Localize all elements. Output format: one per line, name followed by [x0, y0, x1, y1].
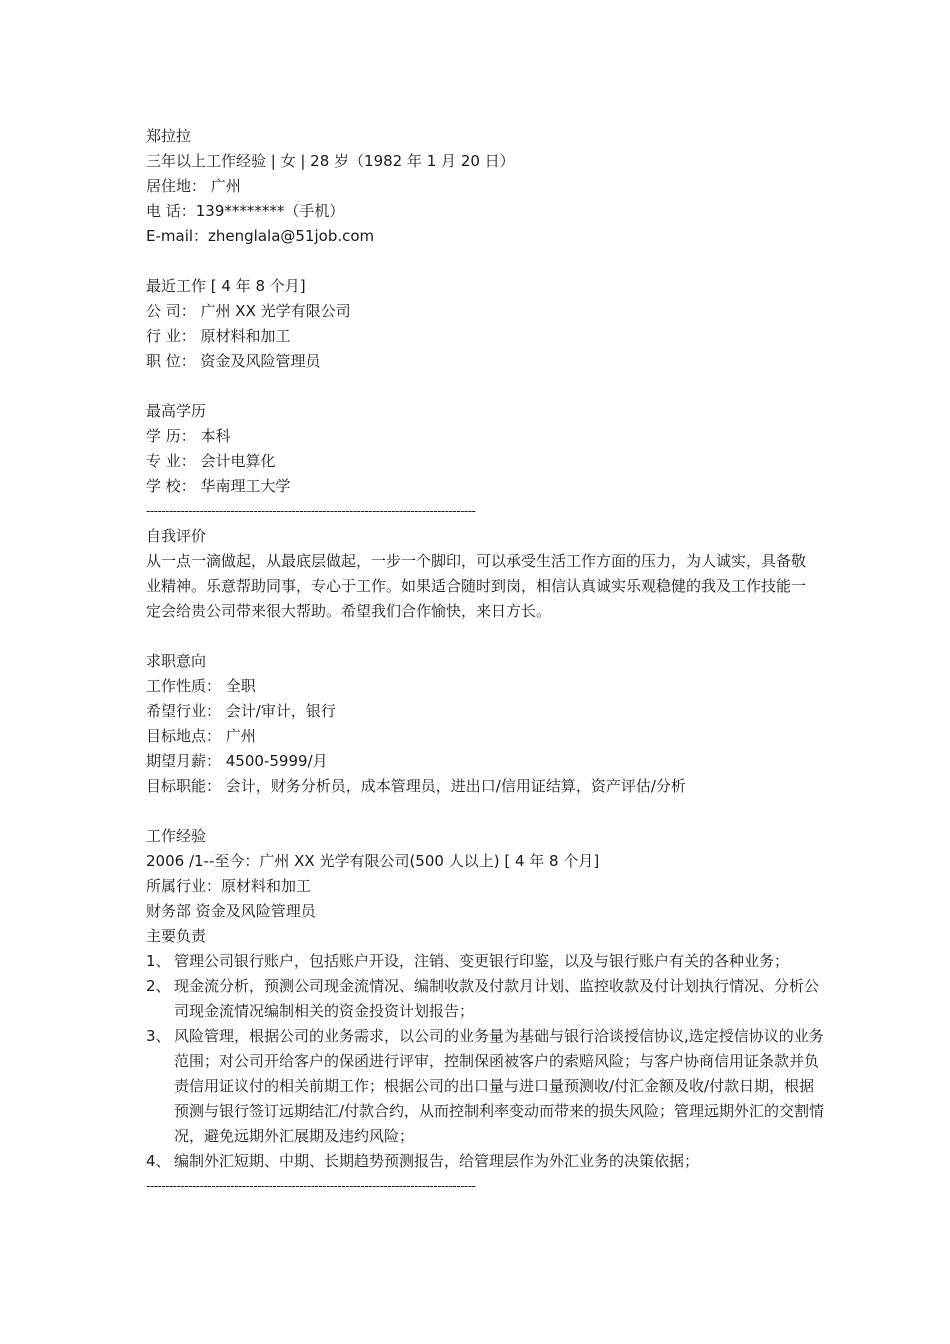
- self-eval-heading: 自我评价: [146, 527, 207, 545]
- spacer: [146, 799, 836, 824]
- duty-item: [146, 949, 828, 974]
- recent-job-heading: 最近工作 [ 4 年 8 个月]: [146, 277, 306, 295]
- email: E-mail：zhenglala@51job.com: [146, 227, 375, 245]
- intent-function: 目标职能： 会计，财务分析员，成本管理员，进出口/信用证结算，资产评估/分析: [146, 777, 686, 795]
- recent-job-company: 公 司： 广州 XX 光学有限公司: [146, 302, 351, 320]
- self-eval-text: 从一点一滴做起，从最底层做起，一步一个脚印，可以承受生活工作方面的压力，为人诚实，具备敬业精神。乐意帮助同事，专心于工作。如果适合随时到岗，相信认真诚实乐观稳健的我及工作技能一定会给贵公司带来很大帮助。希望我们合作愉快，来日方长。: [146, 552, 807, 620]
- divider-line: --------------------------------------------------------------------------------------: [146, 1179, 476, 1193]
- duty-number: 4、: [146, 1152, 171, 1170]
- education-heading: 最高学历: [146, 402, 207, 420]
- duties-heading: 主要负责: [146, 927, 207, 945]
- experience-dept: 财务部 资金及风险管理员: [146, 902, 316, 920]
- duty-number: 3、: [146, 1027, 171, 1045]
- phone: 电 话：139********（手机）: [146, 202, 345, 220]
- intent-industry: 希望行业： 会计/审计，银行: [146, 702, 336, 720]
- duty-item: [146, 1149, 828, 1174]
- duty-text: 管理公司银行账户，包括账户开设，注销、变更银行印鉴，以及与银行账户有关的各种业务；: [174, 952, 790, 970]
- candidate-summary: 三年以上工作经验 | 女 | 28 岁（1982 年 1 月 20 日）: [146, 152, 515, 170]
- duty-text: 编制外汇短期、中期、长期趋势预测报告，给管理层作为外汇业务的决策依据；: [174, 1152, 700, 1170]
- spacer: [146, 624, 836, 649]
- duty-number: 1、: [146, 952, 171, 970]
- intent-nature: 工作性质： 全职: [146, 677, 256, 695]
- spacer: [146, 374, 836, 399]
- candidate-name: 郑拉拉: [146, 127, 192, 145]
- divider-line: --------------------------------------------------------------------------------------: [146, 504, 476, 518]
- recent-job-industry: 行 业： 原材料和加工: [146, 327, 291, 345]
- residence: 居住地： 广州: [146, 177, 241, 195]
- duty-text: 现金流分析，预测公司现金流情况、编制收款及付款月计划、监控收款及付计划执行情况、分析公司现金流情况编制相关的资金投资计划报告；: [174, 977, 820, 1020]
- resume-page: [146, 124, 836, 1199]
- intent-heading: 求职意向: [146, 652, 207, 670]
- experience-period: 2006 /1--至今：广州 XX 光学有限公司(500 人以上) [ 4 年 8 个月]: [146, 852, 600, 870]
- experience-industry: 所属行业：原材料和加工: [146, 877, 312, 895]
- education-major: 专 业： 会计电算化: [146, 452, 276, 470]
- intent-location: 目标地点： 广州: [146, 727, 256, 745]
- duty-number: 2、: [146, 977, 171, 995]
- education-degree: 学 历： 本科: [146, 427, 231, 445]
- education-school: 学 校： 华南理工大学: [146, 477, 291, 495]
- duty-item: [146, 974, 828, 1024]
- duty-text: 风险管理，根据公司的业务需求，以公司的业务量为基础与银行洽谈授信协议,选定授信协议的业务范围；对公司开给客户的保函进行评审，控制保函被客户的索赔风险；与客户协商信用证条款并负责信用证议付的相关前期工作；根据公司的出口量与进口量预测收/付汇金额及收/付款日期，根据预测与银行签订远期结汇/付款合约，从而控制利率变动而带来的损失风险；管理远期外汇的交割情况，避免远期外汇展期及违约风险；: [174, 1027, 825, 1145]
- experience-heading: 工作经验: [146, 827, 207, 845]
- recent-job-position: 职 位： 资金及风险管理员: [146, 352, 321, 370]
- intent-salary: 期望月薪： 4500-5999/月: [146, 752, 328, 770]
- duty-item: [146, 1024, 828, 1149]
- spacer: [146, 249, 836, 274]
